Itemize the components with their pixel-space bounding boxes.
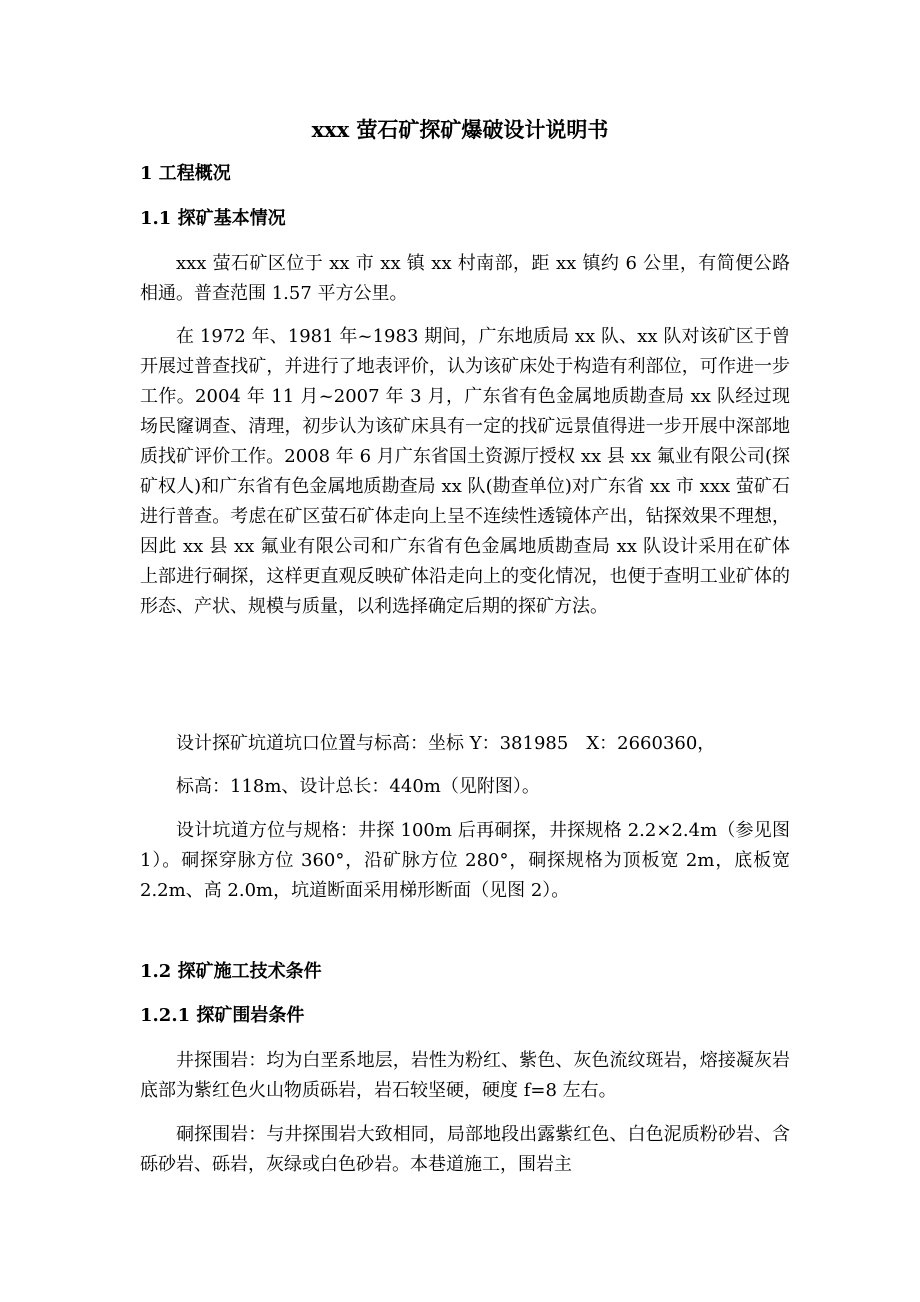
- section-heading-1-2: 1.2 探矿施工技术条件: [140, 961, 322, 982]
- paragraph-elevation: 标高：118m、设计总长：440m（见附图）。: [176, 776, 540, 797]
- paragraph-specification: 设计坑道方位与规格：井探 100m 后再硐探，井探规格 2.2×2.4m（参见图 1）。硐探穿脉方位 360°，沿矿脉方位 280°，硐探规格为顶板宽 2m，底板宽 2.2m、高 2.0m，坑道断面采用梯形断面（见图 2）。: [140, 820, 790, 901]
- paragraph-adit-rock: 硐探围岩：与井探围岩大致相同，局部地段出露紫红色、白色泥质粉砂岩、含砾砂岩、砾岩，灰绿或白色砂岩。本巷道施工，围岩主: [140, 1124, 790, 1175]
- paragraph-location: xxx 萤石矿区位于 xx 市 xx 镇 xx 村南部，距 xx 镇约 6 公里，有简便公路相通。普查范围 1.57 平方公里。: [140, 253, 790, 304]
- section-heading-1: 1 工程概况: [140, 163, 231, 184]
- section-heading-1-2-1: 1.2.1 探矿围岩条件: [140, 1005, 305, 1026]
- document-title: xxx 萤石矿探矿爆破设计说明书: [311, 117, 609, 142]
- paragraph-shaft-rock: 井探围岩：均为白垩系地层，岩性为粉红、紫色、灰色流纹斑岩，熔接凝灰岩底部为紫红色火山物质砾岩，岩石较坚硬，硬度 f=8 左右。: [140, 1050, 790, 1101]
- paragraph-history: 在 1972 年、1981 年~1983 期间，广东地质局 xx 队、xx 队对该矿区于曾开展过普查找矿，并进行了地表评价，认为该矿床处于构造有利部位，可作进一步工作。2004 年 11 月~2007 年 3 月，广东省有色金属地质勘查局 xx 队经过现场民窿调查、清理，初步认为该矿床具有一定的找矿远景值得进一步开展中深部地质找矿评价工作。2008 年 6 月广东省国土资源厅授权 xx 县 xx 氟业有限公司(探矿权人)和广东省有色金属地质勘查局 xx 队(勘查单位)对广东省 xx 市 xxx 萤矿石进行普查。考虑在矿区萤石矿体走向上呈不连续性透镜体产出，钻探效果不理想，因此 xx 县 xx 氟业有限公司和广东省有色金属地质勘查局 xx 队设计采用在矿体上部进行硐探，这样更直观反映矿体沿走向上的变化情况，也便于查明工业矿体的形态、产状、规模与质量，以利选择确定后期的探矿方法。: [140, 326, 790, 617]
- section-heading-1-1: 1.1 探矿基本情况: [140, 208, 286, 229]
- paragraph-coordinates: 设计探矿坑道坑口位置与标高：坐标 Y：381985 X：2660360，: [176, 733, 716, 754]
